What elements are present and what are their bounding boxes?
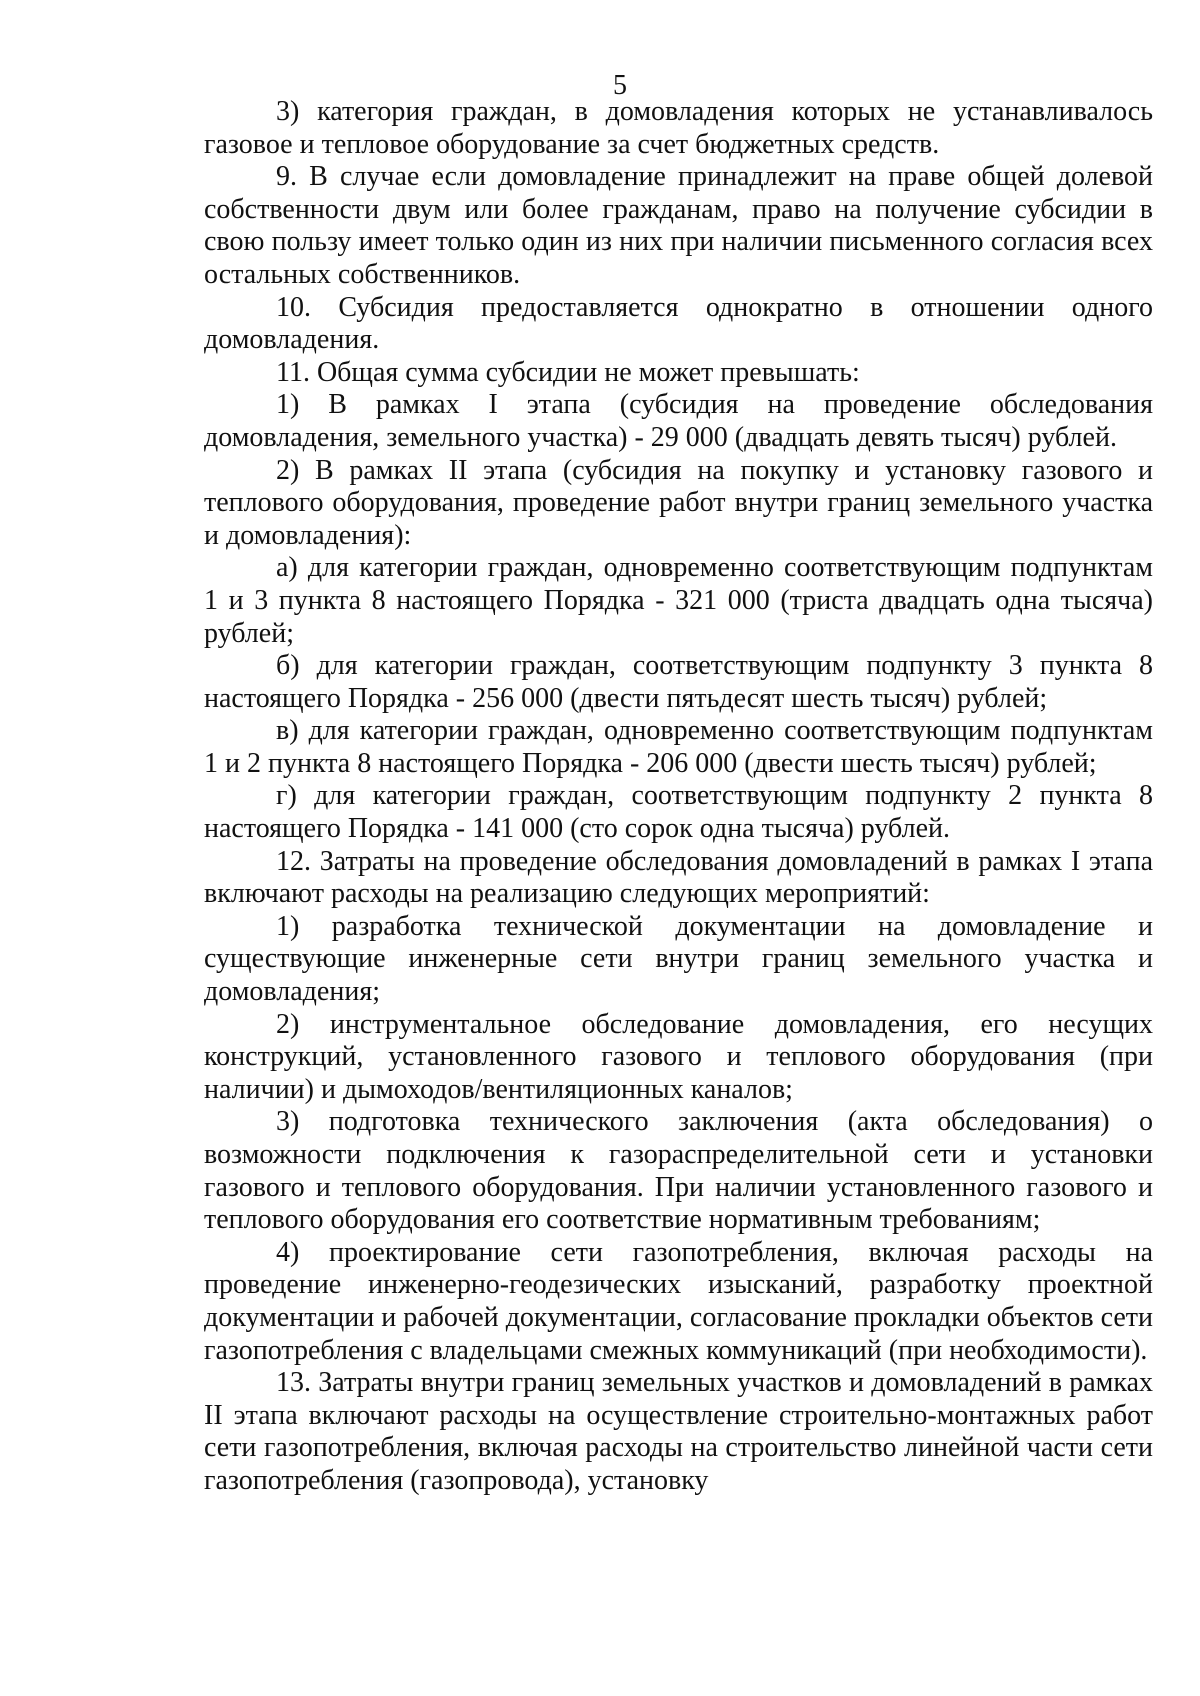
paragraph-subitem-3: 3) категория граждан, в домовладения которых не устанавливалось газовое и тепловое оборудование за счет бюджетных средств.: [204, 96, 1153, 160]
paragraph-clause-11-item-2a: а) для категории граждан, одновременно соответствующим подпунктам 1 и 3 пункта 8 настоящего Порядка - 321 000 (триста двадцать одна тысяча) рублей;: [204, 552, 1153, 649]
paragraph-clause-12: 12. Затраты на проведение обследования домовладений в рамках I этапа включают расходы на реализацию следующих мероприятий:: [204, 845, 1153, 910]
paragraph-clause-11-item-2v: в) для категории граждан, одновременно соответствующим подпунктам 1 и 2 пункта 8 настоящего Порядка - 206 000 (двести шесть тысяч) рублей;: [204, 715, 1153, 779]
paragraph-clause-12-item-2: 2) инструментальное обследование домовладения, его несущих конструкций, установленного газового и теплового оборудования (при наличии) и дымоходов/вентиляционных каналов;: [204, 1008, 1153, 1105]
paragraph-clause-13: 13. Затраты внутри границ земельных участков и домовладений в рамках II этапа включают расходы на осуществление строительно-монтажных работ сети газопотребления, включая расходы на строительство линейной части сети газопотребления (газопровода), установку: [204, 1367, 1153, 1496]
paragraph-clause-11-item-2: 2) В рамках II этапа (субсидия на покупку и установку газового и теплового оборудования, проведение работ внутри границ земельного участка и домовладения):: [204, 454, 1153, 551]
page-number: 5: [613, 70, 627, 101]
paragraph-clause-9: 9. В случае если домовладение принадлежит на праве общей долевой собственности двум или более гражданам, право на получение субсидии в свою пользу имеет только один из них при наличии письменного согласия всех остальных собственников.: [204, 161, 1153, 290]
paragraph-clause-12-item-4: 4) проектирование сети газопотребления, включая расходы на проведение инженерно-геодезических изысканий, разработку проектной документации и рабочей документации, согласование прокладки объектов сети газопотребления с владельцами смежных коммуникаций (при необходимости).: [204, 1236, 1153, 1366]
paragraph-clause-11-item-1: 1) В рамках I этапа (субсидия на проведение обследования домовладения, земельного участка) - 29 000 (двадцать девять тысяч) рублей.: [204, 389, 1153, 453]
paragraph-clause-11-item-2g: г) для категории граждан, соответствующим подпункту 2 пункта 8 настоящего Порядка - 141 000 (сто сорок одна тысяча) рублей.: [204, 780, 1153, 845]
paragraph-clause-11-item-2b: б) для категории граждан, соответствующим подпункту 3 пункта 8 настоящего Порядка - 256 000 (двести пятьдесят шесть тысяч) рублей;: [204, 650, 1153, 714]
document-body: [204, 96, 1153, 1498]
paragraph-clause-12-item-3: 3) подготовка технического заключения (акта обследования) о возможности подключения к газораспределительной сети и установки газового и теплового оборудования. При наличии установленного газового и теплового оборудования его соответствие нормативным требованиям;: [204, 1106, 1153, 1236]
paragraph-clause-10: 10. Субсидия предоставляется однократно в отношении одного домовладения.: [204, 291, 1153, 356]
paragraph-clause-12-item-1: 1) разработка технической документации на домовладение и существующие инженерные сети внутри границ земельного участка и домовладения;: [204, 910, 1153, 1008]
paragraph-clause-11: 11. Общая сумма субсидии не может превышать:: [276, 356, 860, 388]
